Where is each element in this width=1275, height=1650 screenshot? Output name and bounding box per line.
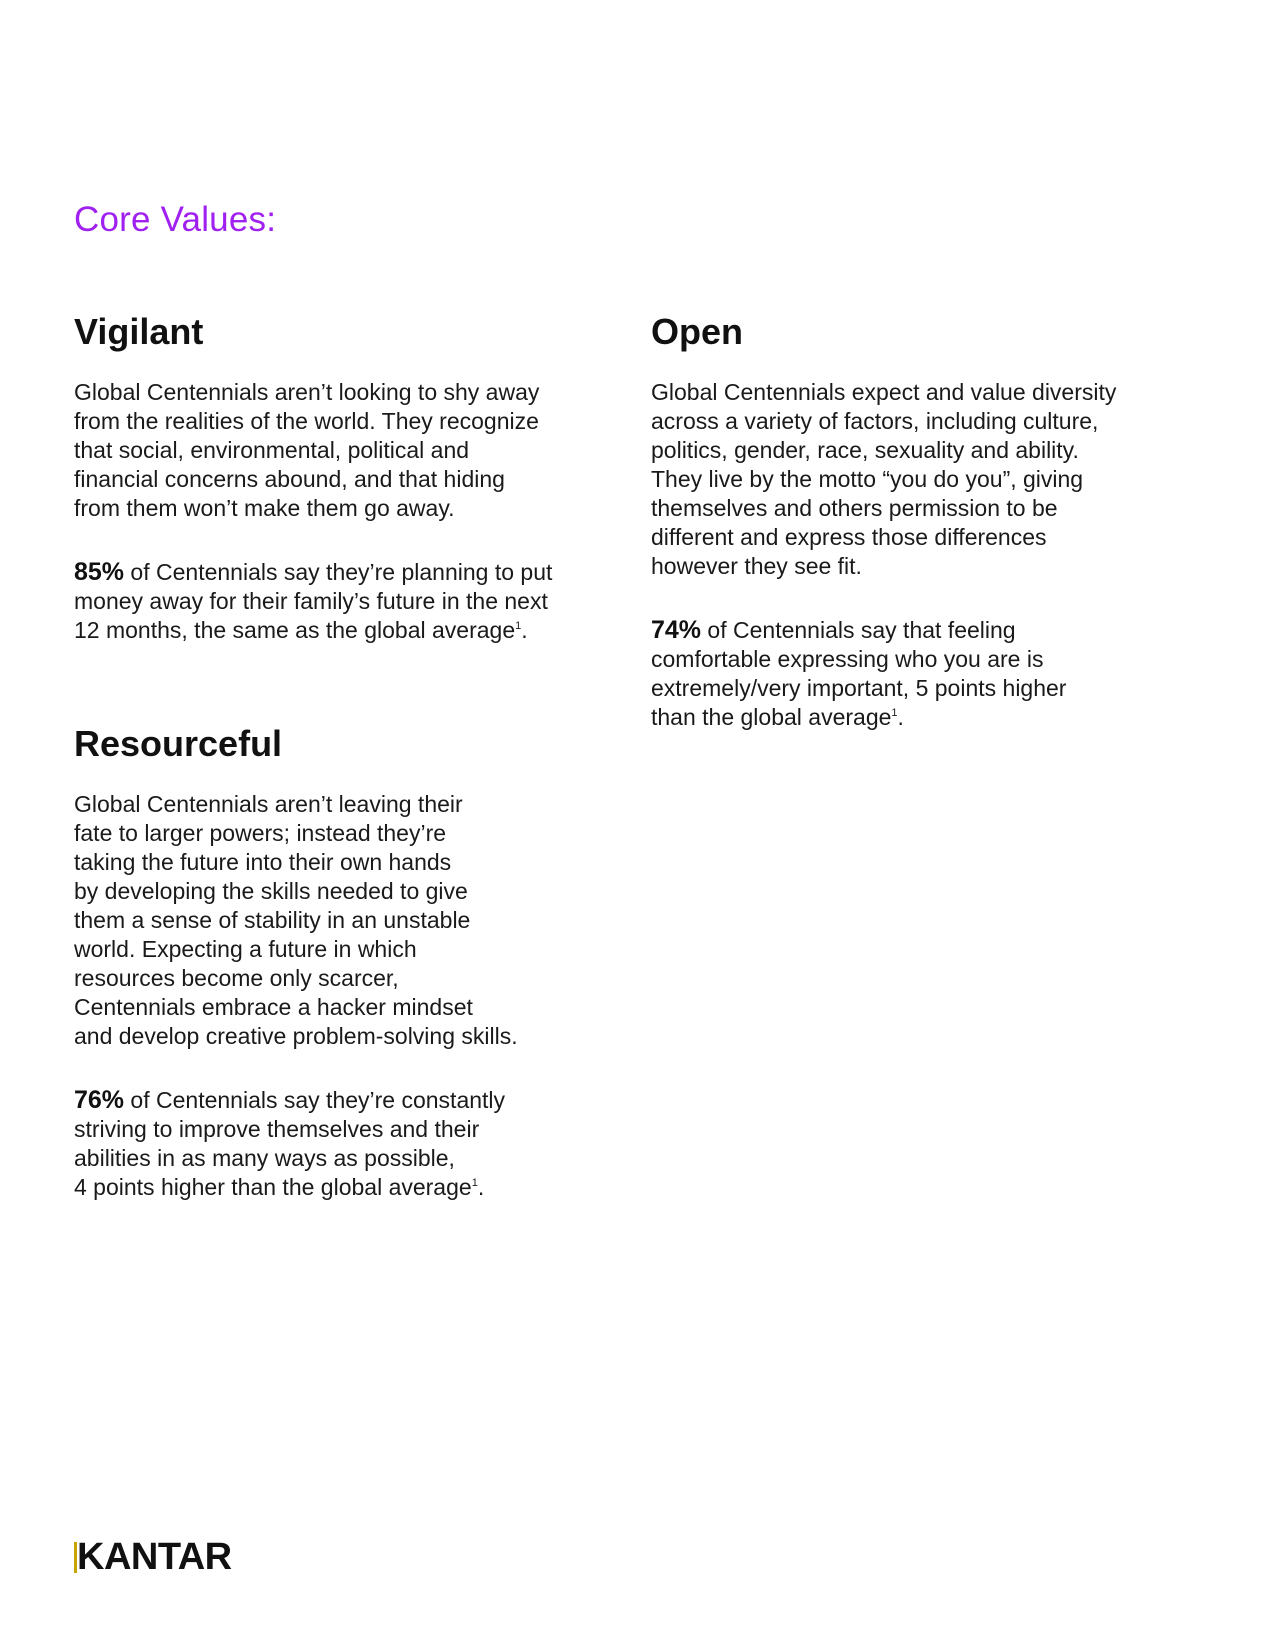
section-title: Vigilant [74,311,204,352]
logo-text: KANTAR [77,1536,232,1578]
stat-text: of Centennials say they’re constantly striving to improve themselves and their abilities in as many ways as possible, 4 points higher than the global average [74,1087,506,1200]
stat-value: 74% [651,616,702,644]
section-body: Global Centennials aren’t looking to shy away from the realities of the world. They recognize that social, environmental, political and financial concerns abound, and that hiding from them won’t make them go away. [74,379,540,521]
stat-end: . [521,617,528,643]
section-open [651,310,1171,732]
footnote-marker: 1 [515,620,522,632]
section-title: Resourceful [74,723,283,764]
stat-end: . [477,1174,485,1200]
stat-value: 85% [74,558,125,586]
kantar-logo [74,1537,232,1577]
stat-text: of Centennials say that feeling comfortable expressing who you are is extremely/very important, 5 points higher than the global average [651,617,1067,730]
stat-paragraph [74,1086,594,1202]
section-resourceful [74,722,594,1202]
section-body: Global Centennials aren’t leaving their fate to larger powers; instead they’re taking the future into their own hands by developing the skills needed to give them a sense of stability in an unstable world. Expecting a future in which resources become only scarcer, Centennials embrace a hacker mindset and develop creative problem-solving skills. [74,791,518,1049]
stat-value: 76% [74,1086,125,1114]
footnote-marker: 1 [471,1177,478,1189]
page-title: Core Values: [74,200,277,239]
section-body: Global Centennials expect and value diversity across a variety of factors, including culture, politics, gender, race, sexuality and ability. They live by the motto “you do you”, giving themselves and others permission to be different and express those differences however they see fit. [651,379,1117,579]
footnote-marker: 1 [891,707,898,719]
stat-end: . [897,704,904,730]
stat-paragraph [651,616,1171,732]
stat-paragraph [74,558,594,645]
section-vigilant [74,310,594,645]
stat-text: of Centennials say they’re planning to put money away for their family’s future in the next 12 months, the same as the global average [74,559,553,643]
section-title: Open [651,311,744,352]
